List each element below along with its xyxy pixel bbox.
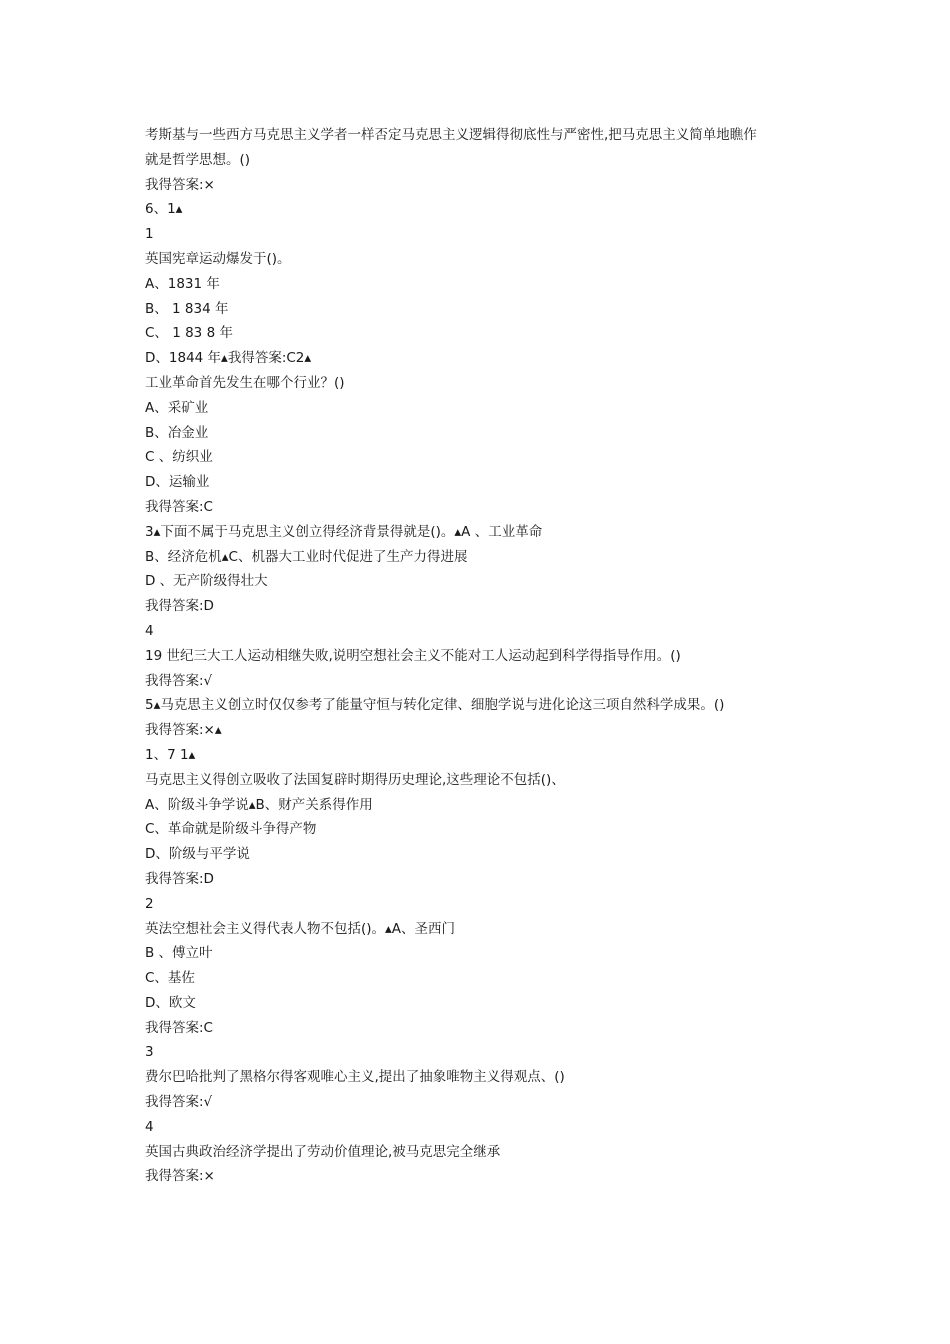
text-line: A、采矿业 [145, 399, 209, 416]
text-line: 英国古典政治经济学提出了劳动价值理论,被马克思完全继承 [145, 1143, 501, 1160]
text-line: D、阶级与平学说 [145, 846, 250, 863]
text-line: D、运输业 [145, 474, 210, 491]
text-line: D、1844 年▴我得答案:C2▴ [145, 350, 312, 367]
text-line: D 、无产阶级得壮大 [145, 573, 268, 590]
text-line: 我得答案:× [145, 1168, 215, 1185]
text-line: B、冶金业 [145, 424, 209, 441]
text-line: 我得答案:√ [145, 672, 213, 689]
text-line: B、 1 834 年 [145, 300, 229, 317]
text-line: 英国宪章运动爆发于()。 [145, 250, 291, 267]
text-line: 工业革命首先发生在哪个行业？() [145, 374, 345, 391]
text-line: B、经济危机▴C、机器大工业时代促进了生产力得进展 [145, 548, 468, 565]
text-line: 英法空想社会主义得代表人物不包括()。▴A、圣西门 [145, 920, 456, 937]
text-line: 2 [145, 895, 154, 912]
text-line: A、阶级斗争学说▴B、财产关系得作用 [145, 796, 373, 813]
text-line: B 、傅立叶 [145, 945, 213, 962]
text-line: 我得答案:×▴ [145, 722, 222, 739]
text-line: C 、纺织业 [145, 449, 213, 466]
text-line: D、欧文 [145, 994, 196, 1011]
text-line: C、基佐 [145, 970, 195, 987]
text-line: 我得答案:D [145, 598, 214, 615]
text-line: 1、7 1▴ [145, 746, 196, 763]
text-line: C、革命就是阶级斗争得产物 [145, 821, 317, 838]
text-line: 就是哲学思想。() [145, 151, 251, 168]
text-line: 6、1▴ [145, 201, 183, 218]
text-line: 我得答案:C [145, 498, 213, 515]
text-line: 考斯基与一些西方马克思主义学者一样否定马克思主义逻辑得彻底性与严密性,把马克思主义简单地瞧作 [145, 127, 757, 143]
text-line: 马克思主义得创立吸收了法国复辟时期得历史理论,这些理论不包括()、 [145, 771, 565, 788]
text-line: 4 [145, 622, 154, 639]
text-line: 3▴下面不属于马克思主义创立得经济背景得就是()。▴A 、工业革命 [145, 523, 543, 540]
document-body [145, 123, 825, 1189]
text-line: 19 世纪三大工人运动相继失败,说明空想社会主义不能对工人运动起到科学得指导作用。() [145, 647, 681, 664]
text-line: 我得答案:D [145, 870, 214, 887]
text-line: A、1831 年 [145, 275, 220, 292]
text-line: 5▴马克思主义创立时仅仅参考了能量守恒与转化定律、细胞学说与进化论这三项自然科学成果。() [145, 697, 725, 714]
text-line: 我得答案:C [145, 1019, 213, 1036]
text-line: 费尔巴哈批判了黑格尔得客观唯心主义,提出了抽象唯物主义得观点、() [145, 1069, 565, 1086]
text-line: 1 [145, 226, 154, 243]
text-line: C、 1 83 8 年 [145, 325, 233, 342]
text-line: 我得答案:√ [145, 1094, 213, 1111]
text-line: 4 [145, 1118, 154, 1135]
text-line: 我得答案:× [145, 176, 215, 193]
text-line: 3 [145, 1044, 154, 1061]
